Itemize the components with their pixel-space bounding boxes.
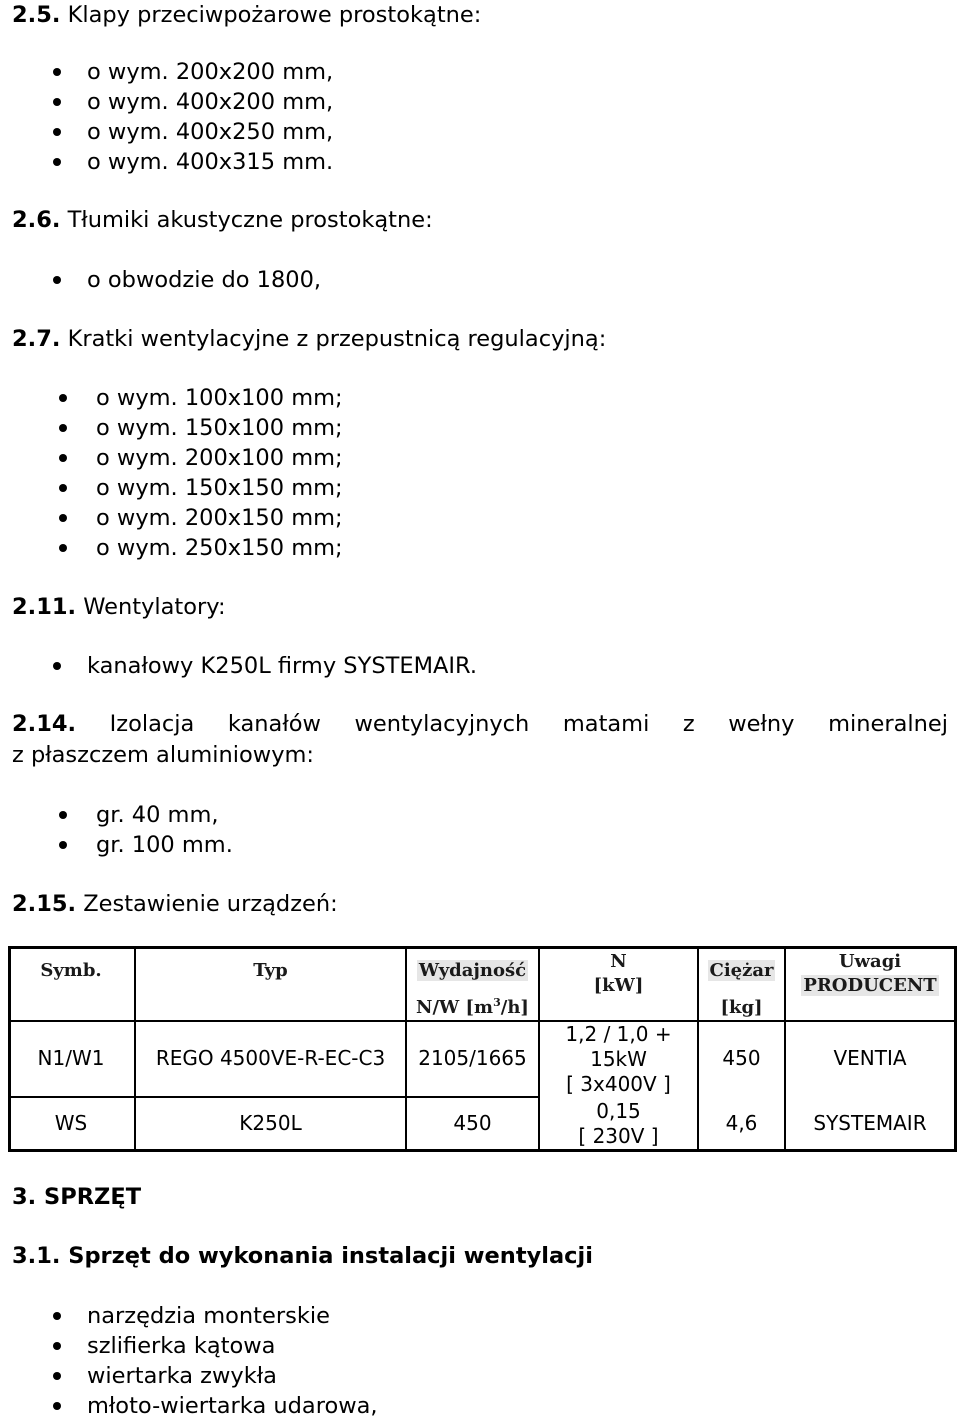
section-2-5-heading bbox=[12, 0, 481, 30]
list-tools bbox=[87, 1301, 378, 1421]
table-cell-symb: WS bbox=[54, 1111, 88, 1135]
list-item: szlifierka kątowa bbox=[87, 1331, 378, 1361]
list-item: gr. 100 mm. bbox=[96, 832, 233, 858]
table-cell-weight: 450 bbox=[722, 1046, 761, 1070]
table-cell-wydajnosc: 450 bbox=[453, 1111, 492, 1135]
word: wentylacyjnych bbox=[354, 711, 530, 737]
list-insulation bbox=[96, 800, 233, 860]
section-3-1-heading: 3.1. Sprzęt do wykonania instalacji wentylacji bbox=[12, 1243, 593, 1269]
paragraph-continuation: z płaszczem aluminiowym: bbox=[12, 742, 315, 768]
word: Izolacja bbox=[109, 711, 195, 737]
table-cell-wydajnosc: 2105/1665 bbox=[418, 1046, 527, 1070]
header-wydajnosc-unit: N/W $[m^3/h]$ bbox=[416, 996, 529, 1018]
list-item: o wym. 400x250 mm, bbox=[87, 119, 334, 145]
section-2-11-heading bbox=[12, 592, 226, 622]
header-power: N [kW] bbox=[593, 951, 644, 996]
header-notes: Uwagi PRODUCENT bbox=[803, 951, 937, 996]
list-item: o wym. 400x315 mm. bbox=[87, 149, 334, 175]
header-symb: Symb. bbox=[40, 960, 102, 981]
list-item: o wym. 150x150 mm; bbox=[96, 475, 343, 501]
list-item: młoto-wiertarka udarowa, bbox=[87, 1393, 378, 1419]
list-item: o wym. 400x200 mm, bbox=[87, 89, 334, 115]
list-item: o wym. 200x200 mm, bbox=[87, 59, 334, 85]
list-fans bbox=[87, 651, 477, 681]
section-number: 2.15. bbox=[12, 891, 77, 917]
section-title: Klapy przeciwpożarowe prostokątne: bbox=[67, 2, 482, 28]
section-2-7-heading bbox=[12, 324, 606, 354]
section-number: 2.14. bbox=[12, 711, 77, 737]
list-item: o wym. 200x150 mm; bbox=[96, 505, 343, 531]
header-wydajnosc-label: Wydajność bbox=[418, 960, 527, 981]
section-title: Tłumiki akustyczne prostokątne: bbox=[67, 207, 433, 233]
table-cell-notes: SYSTEMAIR bbox=[813, 1111, 927, 1135]
list-silencers bbox=[87, 265, 321, 295]
table-cell-power: 0,15 [ 230V ] bbox=[578, 1099, 659, 1148]
word: mineralnej bbox=[828, 711, 948, 737]
word: z bbox=[682, 711, 695, 737]
section-number: 2.5. bbox=[12, 2, 61, 28]
word: kanałów bbox=[227, 711, 321, 737]
section-title: Zestawienie urządzeń: bbox=[83, 891, 338, 917]
list-grilles bbox=[96, 383, 343, 563]
list-item: kanałowy K250L firmy SYSTEMAIR. bbox=[87, 653, 477, 679]
list-dampers bbox=[87, 57, 333, 177]
header-weight: Ciężar bbox=[709, 960, 774, 981]
table-cell-notes: VENTIA bbox=[833, 1046, 907, 1070]
section-number: 2.7. bbox=[12, 326, 61, 352]
header-wydajnosc bbox=[407, 960, 538, 981]
list-item: o wym. 150x100 mm; bbox=[96, 415, 343, 441]
header-weight-unit: [kg] bbox=[720, 997, 763, 1018]
section-title: Kratki wentylacyjne z przepustnicą regulacyjną: bbox=[67, 326, 607, 352]
section-number: 2.6. bbox=[12, 207, 61, 233]
section-2-6-heading bbox=[12, 205, 433, 235]
equipment-table bbox=[8, 946, 957, 1152]
list-item: o obwodzie do 1800, bbox=[87, 267, 322, 293]
section-3-heading: 3. SPRZĘT bbox=[12, 1184, 142, 1210]
table-cell-weight: 4,6 bbox=[725, 1111, 758, 1135]
list-item: o wym. 250x150 mm; bbox=[96, 535, 343, 561]
section-title: Wentylatory: bbox=[83, 594, 226, 620]
table-cell-power: 1,2 / 1,0 + 15kW [ 3x400V ] bbox=[565, 1022, 672, 1096]
list-item: o wym. 200x100 mm; bbox=[96, 445, 343, 471]
list-item: narzędzia monterskie bbox=[87, 1301, 378, 1331]
header-typ: Typ bbox=[253, 960, 288, 981]
word: matami bbox=[562, 711, 650, 737]
section-2-14-paragraph bbox=[12, 709, 948, 771]
list-item: gr. 40 mm, bbox=[96, 800, 233, 830]
table-cell-typ: K250L bbox=[239, 1111, 302, 1135]
table-cell-symb: N1/W1 bbox=[37, 1046, 105, 1070]
section-number: 2.11. bbox=[12, 594, 77, 620]
table-cell-typ: REGO 4500VE-R-EC-C3 bbox=[155, 1046, 386, 1070]
word: wełny bbox=[728, 711, 795, 737]
list-item: wiertarka zwykła bbox=[87, 1361, 378, 1391]
section-2-15-heading bbox=[12, 889, 338, 919]
list-item: o wym. 100x100 mm; bbox=[96, 385, 343, 411]
